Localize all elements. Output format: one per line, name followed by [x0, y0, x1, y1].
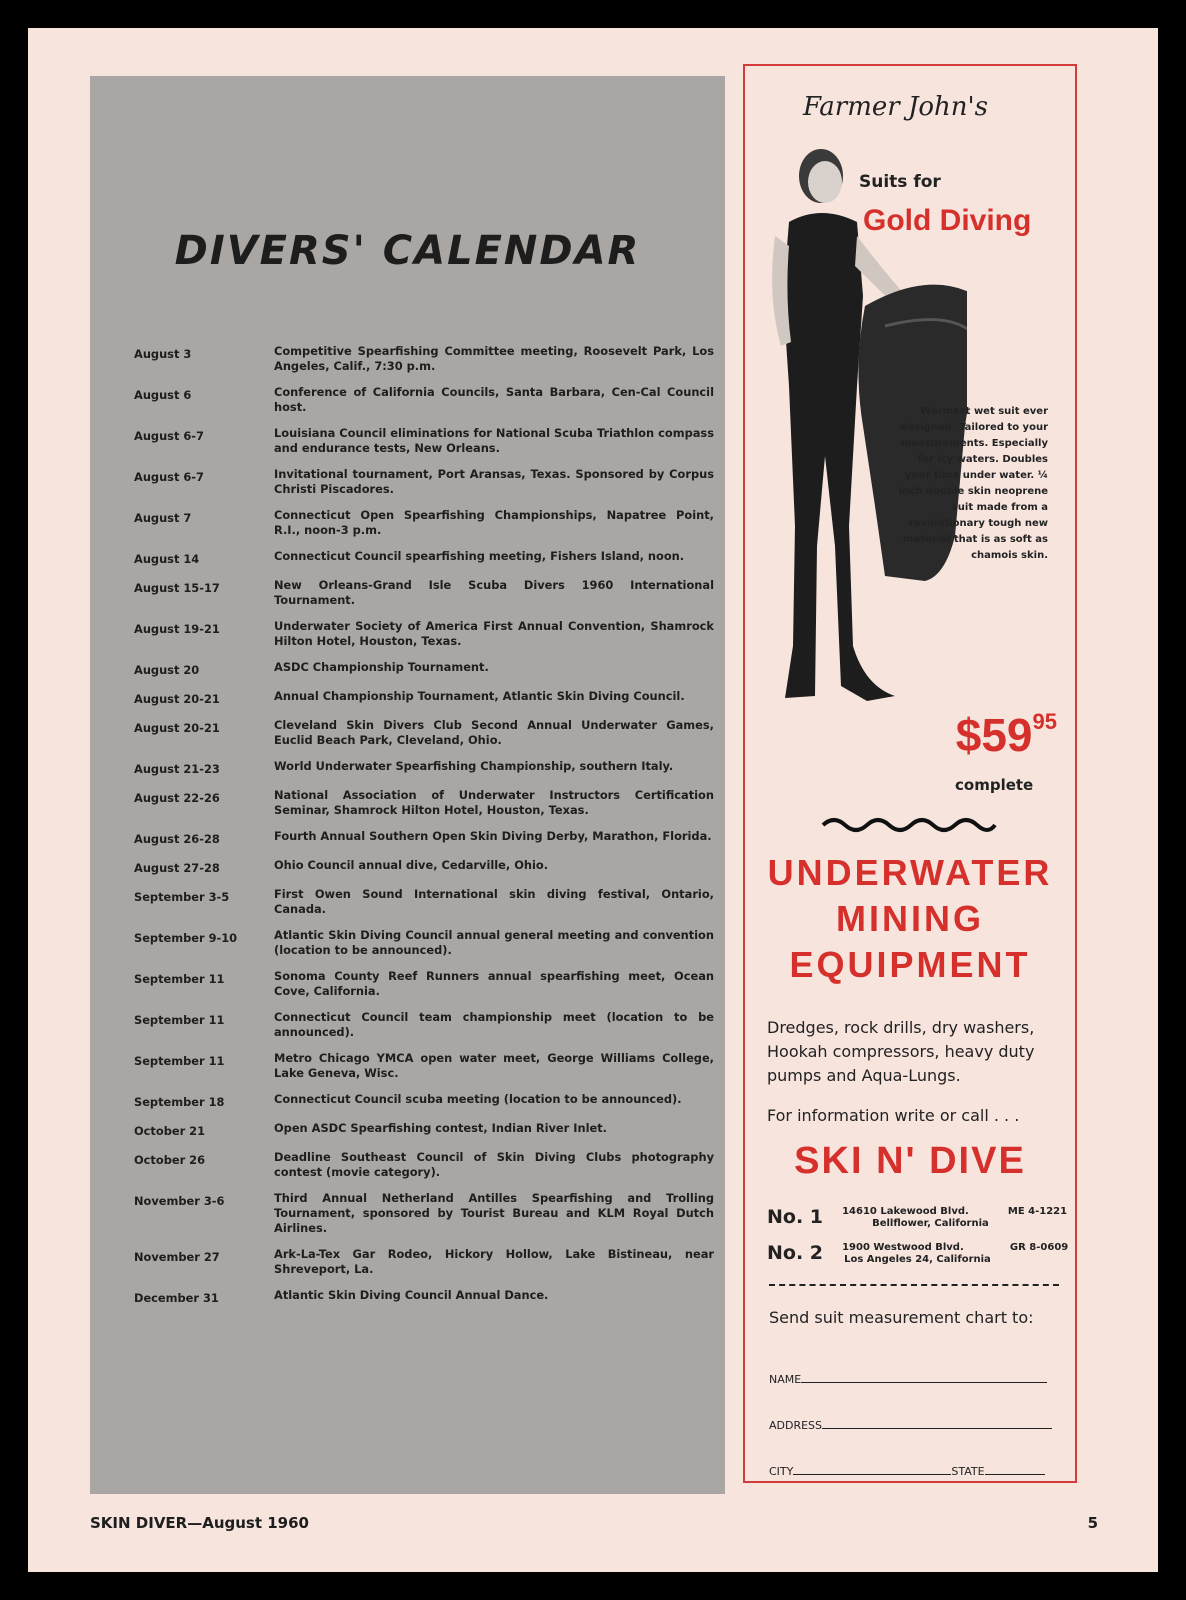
magazine-page	[28, 28, 1158, 1572]
event-date: September 18	[134, 1095, 225, 1109]
event-date: August 19-21	[134, 622, 220, 636]
event-description: Ohio Council annual dive, Cedarville, Ohio.	[274, 858, 549, 872]
calendar-event-row	[134, 344, 714, 374]
form-name-line	[769, 1372, 1047, 1386]
event-description: Conference of California Councils, Santa Barbara, Cen-Cal Council host.	[274, 385, 714, 414]
event-date: August 6-7	[134, 470, 204, 484]
event-date: November 3-6	[134, 1194, 225, 1208]
event-date: September 3-5	[134, 890, 230, 904]
event-description: Connecticut Council team championship meet (location to be announced).	[274, 1010, 714, 1039]
event-description: Metro Chicago YMCA open water meet, George Williams College, Lake Geneva, Wisc.	[274, 1051, 714, 1080]
calendar-event-row	[134, 718, 714, 748]
event-description: Third Annual Netherland Antilles Spearfishing and Trolling Tournament, sponsored by Tourist Bureau and KLM Royal Dutch Airlines.	[274, 1191, 714, 1235]
event-description: First Owen Sound International skin diving festival, Ontario, Canada.	[274, 887, 714, 916]
event-description: Connecticut Council spearfishing meeting, Fishers Island, noon.	[274, 549, 685, 563]
calendar-event-row	[134, 759, 714, 777]
shop-name: SKI N' DIVE	[794, 1140, 1026, 1182]
equipment-headline	[745, 850, 1075, 988]
event-date: October 21	[134, 1124, 206, 1138]
suit-description: Warmest wet suit ever designed. Tailored to your measurements. Especially for icy waters. Doubles your time under water. ¼ inch double skin neoprene suit made from a revolutionary tough new material that is as soft as chamois skin.	[898, 406, 1048, 561]
info-line: For information write or call . . .	[767, 1106, 1020, 1125]
event-date: August 3	[134, 347, 192, 361]
event-date: August 20	[134, 663, 200, 677]
event-date: August 26-28	[134, 832, 220, 846]
event-description: Deadline Southeast Council of Skin Diving Clubs photography contest (movie category).	[274, 1150, 714, 1179]
event-date: September 11	[134, 1054, 225, 1068]
event-date: August 27-28	[134, 861, 220, 875]
calendar-event-row	[134, 788, 714, 818]
form-city-label: CITY	[769, 1465, 794, 1478]
store-phone: GR 8-0609	[1009, 1242, 1069, 1253]
calendar-event-row	[134, 385, 714, 415]
event-date: September 11	[134, 972, 225, 986]
event-description: New Orleans-Grand Isle Scuba Divers 1960 International Tournament.	[274, 578, 714, 607]
calendar-event-row	[134, 578, 714, 608]
ad-brand: Farmer John's	[803, 92, 988, 122]
store-address	[842, 1206, 989, 1230]
calendar-event-row	[134, 1191, 714, 1236]
calendar-event-row	[134, 467, 714, 497]
event-description: Ark-La-Tex Gar Rodeo, Hickory Hollow, Lake Bistineau, near Shreveport, La.	[274, 1247, 714, 1276]
event-date: September 9-10	[134, 931, 238, 945]
price-dollars: $59	[955, 709, 1033, 761]
event-description: Underwater Society of America First Annual Convention, Shamrock Hilton Hotel, Houston, Texas.	[274, 619, 714, 648]
price-note: complete	[955, 776, 1034, 794]
calendar-event-row	[134, 549, 714, 567]
event-date: August 7	[134, 511, 192, 525]
calendar-event-row	[134, 1051, 714, 1081]
store-1	[767, 1206, 1067, 1230]
calendar-event-row	[134, 829, 714, 847]
suits-for-text: Suits for	[859, 172, 941, 192]
store-address	[842, 1242, 991, 1266]
calendar-event-row	[134, 619, 714, 649]
calendar-event-row	[134, 689, 714, 707]
store-number: No. 1	[767, 1206, 824, 1228]
calendar-event-row	[134, 858, 714, 876]
publication-footer: SKIN DIVER—August 1960	[90, 1514, 309, 1532]
form-state-label: STATE	[951, 1465, 985, 1478]
calendar-event-row	[134, 1247, 714, 1277]
event-description: Atlantic Skin Diving Council annual general meeting and convention (location to be announced).	[274, 928, 714, 957]
event-description: World Underwater Spearfishing Championship, southern Italy.	[274, 759, 674, 773]
send-chart-line: Send suit measurement chart to:	[769, 1308, 1034, 1327]
advertisement-panel	[743, 64, 1077, 1483]
price-cents: 95	[1032, 709, 1057, 734]
event-description: National Association of Underwater Instructors Certification Seminar, Shamrock Hilton Hotel, Houston, Texas.	[274, 788, 714, 817]
event-date: August 15-17	[134, 581, 220, 595]
calendar-event-row	[134, 1288, 714, 1306]
event-description: Cleveland Skin Divers Club Second Annual Underwater Games, Euclid Beach Park, Cleveland, Ohio.	[274, 718, 714, 747]
store-phone: ME 4-1221	[1007, 1206, 1068, 1217]
form-address-line	[769, 1418, 1052, 1432]
calendar-event-row	[134, 1092, 714, 1110]
store-city: Bellflower, California	[872, 1218, 989, 1229]
event-description: Sonoma County Reef Runners annual spearfishing meet, Ocean Cove, California.	[274, 969, 714, 998]
calendar-event-row	[134, 969, 714, 999]
dashed-divider	[769, 1284, 1059, 1286]
calendar-event-list	[134, 344, 714, 1317]
event-date: August 6-7	[134, 429, 204, 443]
event-description: Invitational tournament, Port Aransas, Texas. Sponsored by Corpus Christi Piscadores.	[274, 467, 714, 496]
event-date: August 21-23	[134, 762, 220, 776]
event-description: Annual Championship Tournament, Atlantic Skin Diving Council.	[274, 689, 685, 703]
equipment-line: EQUIPMENT	[789, 944, 1031, 985]
event-date: October 26	[134, 1153, 206, 1167]
calendar-event-row	[134, 660, 714, 678]
calendar-event-row	[134, 508, 714, 538]
event-date: August 6	[134, 388, 192, 402]
event-description: Connecticut Council scuba meeting (location to be announced).	[274, 1092, 682, 1106]
store-number: No. 2	[767, 1242, 824, 1264]
event-description: Atlantic Skin Diving Council Annual Dance.	[274, 1288, 549, 1302]
calendar-event-row	[134, 1150, 714, 1180]
event-date: August 14	[134, 552, 200, 566]
event-description: Open ASDC Spearfishing contest, Indian River Inlet.	[274, 1121, 607, 1135]
event-description: Competitive Spearfishing Committee meeting, Roosevelt Park, Los Angeles, Calif., 7:30 p.m.	[274, 344, 714, 373]
price	[956, 708, 1057, 762]
store-street: 1900 Westwood Blvd.	[842, 1242, 964, 1253]
form-city-state-line	[769, 1464, 1045, 1478]
event-date: September 11	[134, 1013, 225, 1027]
form-address-label: ADDRESS	[769, 1419, 823, 1432]
wave-divider	[821, 814, 997, 836]
calendar-event-row	[134, 928, 714, 958]
calendar-event-row	[134, 887, 714, 917]
gold-diving-headline: Gold Diving	[863, 204, 1032, 237]
event-date: August 20-21	[134, 692, 220, 706]
store-city: Los Angeles 24, California	[844, 1254, 991, 1265]
event-description: Louisiana Council eliminations for National Scuba Triathlon compass and endurance tests, New Orleans.	[274, 426, 714, 455]
equipment-line: UNDERWATER	[767, 852, 1053, 893]
equipment-line: MINING	[836, 898, 984, 939]
equipment-description: Dredges, rock drills, dry washers, Hookah compressors, heavy duty pumps and Aqua-Lungs.	[767, 1018, 1035, 1085]
calendar-event-row	[134, 1010, 714, 1040]
form-name-label: NAME	[769, 1373, 802, 1386]
event-date: August 20-21	[134, 721, 220, 735]
event-date: November 27	[134, 1250, 220, 1264]
store-street: 14610 Lakewood Blvd.	[842, 1206, 969, 1217]
event-description: Fourth Annual Southern Open Skin Diving Derby, Marathon, Florida.	[274, 829, 712, 843]
calendar-event-row	[134, 1121, 714, 1139]
event-date: December 31	[134, 1291, 219, 1305]
calendar-event-row	[134, 426, 714, 456]
event-description: ASDC Championship Tournament.	[274, 660, 489, 674]
event-description: Connecticut Open Spearfishing Championships, Napatree Point, R.I., noon-3 p.m.	[274, 508, 714, 537]
divers-calendar-panel	[90, 76, 725, 1494]
event-date: August 22-26	[134, 791, 220, 805]
page-number: 5	[1087, 1514, 1098, 1532]
calendar-title: DIVERS' CALENDAR	[174, 228, 641, 274]
store-2	[767, 1242, 1068, 1266]
